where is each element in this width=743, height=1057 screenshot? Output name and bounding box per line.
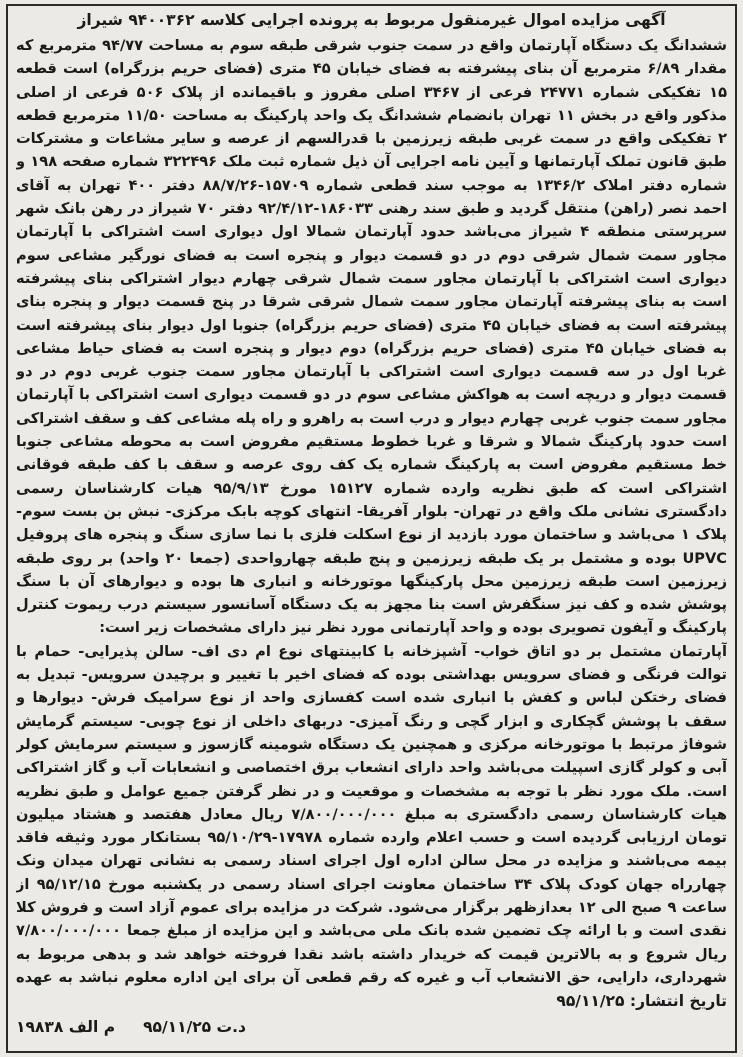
notice-title: آگهی مزایده اموال غیرمنقول مربوط به پرونده اجرایی کلاسه ۹۴۰۰۳۶۲ شیراز <box>77 11 666 29</box>
publish-date: تاریخ انتشار: ۹۵/۱۱/۲۵ <box>556 992 727 1010</box>
reference-code: د.ت ۹۵/۱۱/۲۵ <box>143 1018 246 1036</box>
notice-paragraph-property: ششدانگ یک دستگاه آپارتمان واقع در سمت جنوب شرقی طبقه سوم به مساحت ۹۴/۷۷ مترمربع که مقدار ۶/۸۹ مترمربع آن بنای پیشرفته به فضای خیابان ۴۵ متری (فضای حریم بزرگراه) است قطعه ۱۵ تفکیکی شماره ۲۴۷۷۱ فرعی از ۳۴۶۷ اصلی مفروز و باقیمانده از پلاک ۵۰۶ فرعی از اصلی مذکور واقع در بخش ۱۱ تهران بانضمام ششدانگ یک واحد پارکینگ به مساحت ۱۱/۵۰ مترمربع قطعه ۲ تفکیکی واقع در سمت غربی طبقه زیرزمین با قدرالسهم از عرصه و سایر مشاعات و مشترکات طبق قانون تملک آپارتمانها و آیین نامه اجرایی آن ذیل شماره ثبت ملک ۳۲۲۴۹۶ شماره صفحه ۱۹۸ و شماره دفتر املاک ۱۳۴۶/۲ به موجب سند قطعی شماره ۱۵۷۰۹-۸۸/۷/۲۶ دفتر ۴۰۰ تهران به آقای احمد نصر (راهن) منتقل گردید و طبق سند رهنی ۱۸۶۰۳۳-۹۲/۴/۱۲ دفتر ۷۰ شیراز در رهن بانک شهر سرپرستی منطقه ۴ شیراز می‌باشد حدود آپارتمان شمالا اول دیواری است اشتراکی با آپارتمان مجاور سمت شمال شرقی دوم در دو قسمت دیوار و پنجره است به فضای نورگیر مشاعی سوم دیواری است اشتراکی با آپارتمان مجاور سمت شمال شرقی چهارم دیوار اشتراکی بنای پیشرفته است به بنای پیشرفته آپارتمان مجاور سمت شمال شرقی شرقا در پنج قسمت دیوار و پنجره بنای پیشرفته است به فضای خیابان ۴۵ متری (فضای حریم بزرگراه) جنوبا اول دیوار بنای پیشرفته است به فضای خیابان ۴۵ متری (فضای حریم بزرگراه) دوم دیوار و پنجره است به فضای حیاط مشاعی غربا اول در سه قسمت دیواری است اشتراکی با آپارتمان مجاور سمت جنوب غربی دوم در دو قسمت دیوار و دریچه است به هواکش مشاعی سوم در دو قسمت دیواری است اشتراکی با آپارتمان مجاور سمت جنوب غربی چهارم دیوار و درب است به راهرو و راه پله مشاعی کف و سقف اشتراکی است حدود پارکینگ شمالا و شرقا و غربا خطوط مستقیم مفروض است به محوطه مشاعی جنوبا خط مستقیم مفروض است به پارکینگ شماره یک کف روی عرصه و سقف با کف طبقه فوقانی اشتراکی است که طبق نظریه وارده شماره ۱۵۱۲۷ مورخ ۹۵/۹/۱۳ هیات کارشناسان رسمی دادگستری نشانی ملک واقع در تهران- بلوار آفریقا- انتهای کوچه بابک مرکزی- نبش بن بست سوم- پلاک ۱ می‌باشد و ساختمان مورد بازدید از نوع اسکلت فلزی با نما سازی سنگ و پنجره های پروفیل UPVC بوده و مشتمل بر یک طبقه زیرزمین و پنج طبقه چهارواحدی (جمعا ۲۰ واحد) بر روی طبقه زیرزمین است طبقه زیرزمین محل پارکینگها موتورخانه و انباری ها بوده و دیوارهای آن با سنگ پوشش شده و کف نیز سنگفرش است بنا مجهز به یک دستگاه آسانسور سیستم درب ریموت کنترل پارکینگ و آیفون تصویری بوده و واحد آپارتمانی مورد نظر نیز دارای مشخصات زیر است: <box>16 37 727 637</box>
notice-paragraph-terms: آپارتمان مشتمل بر دو اتاق خواب- آشپزخانه با کابینتهای نوع ام دی اف- سالن پذیرایی- حمام با توالت فرنگی و فضای سرویس بهداشتی بوده که فضای اخیر با تغییر و برچیدن سرویس- تبدیل به فضای رختکن لباس و کفش با انباری شده است کفسازی واحد از نوع سرامیک فرش- دیوارها و سقف با پوشش گچکاری و ابزار گچی و رنگ آمیزی- دربهای داخلی از نوع چوبی- سیستم گرمایش شوفاژ مرتبط با موتورخانه مرکزی و همچنین یک دستگاه شومینه گازسوز و سیستم سرمایش کولر آبی و کولر گازی اسپیلت می‌باشد واحد دارای انشعاب برق اختصاصی و انشعابات آب و گاز اشتراکی است. ملک مورد نظر با توجه به مشخصات و موقعیت و در نظر گرفتن جمیع عوامل و طبق نظریه هیات کارشناسان رسمی دادگستری به مبلغ ۷/۸۰۰/۰۰۰/۰۰۰ ریال معادل هفتصد و هشتاد میلیون تومان ارزیابی گردیده است و حسب اعلام وارده شماره ۱۷۹۷۸-۹۵/۱۰/۲۹ بستانکار مورد وثیقه فاقد بیمه می‌باشند و مزایده در محل سالن اداره اول اجرای اسناد رسمی به نشانی تهران میدان ونک چهارراه جهان کودک پلاک ۳۴ ساختمان معاونت اجرای اسناد رسمی در یکشنبه مورخ ۹۵/۱۲/۱۵ از ساعت ۹ صبح الی ۱۲ بعدازظهر برگزار می‌شود. شرکت در مزایده برای عموم آزاد است و فروش کلا نقدی است و با ارائه چک تضمین شده بانک ملی می‌باشد و این مزایده از مبلغ جمعا ۷/۸۰۰/۰۰۰/۰۰۰ ریال شروع و به بالاترین قیمت که خریدار داشته باشد نقدا فروخته خواهد شد و بدهی مربوط به شهرداری، دارایی، حق الانشعاب آب و غیره که رقم قطعی آن برای این اداره معلوم نباشد به عهده <box>16 642 727 986</box>
notice-body <box>16 34 727 986</box>
notice-reference <box>16 1016 727 1038</box>
reference-number: م الف ۱۹۸۳۸ <box>16 1018 116 1036</box>
